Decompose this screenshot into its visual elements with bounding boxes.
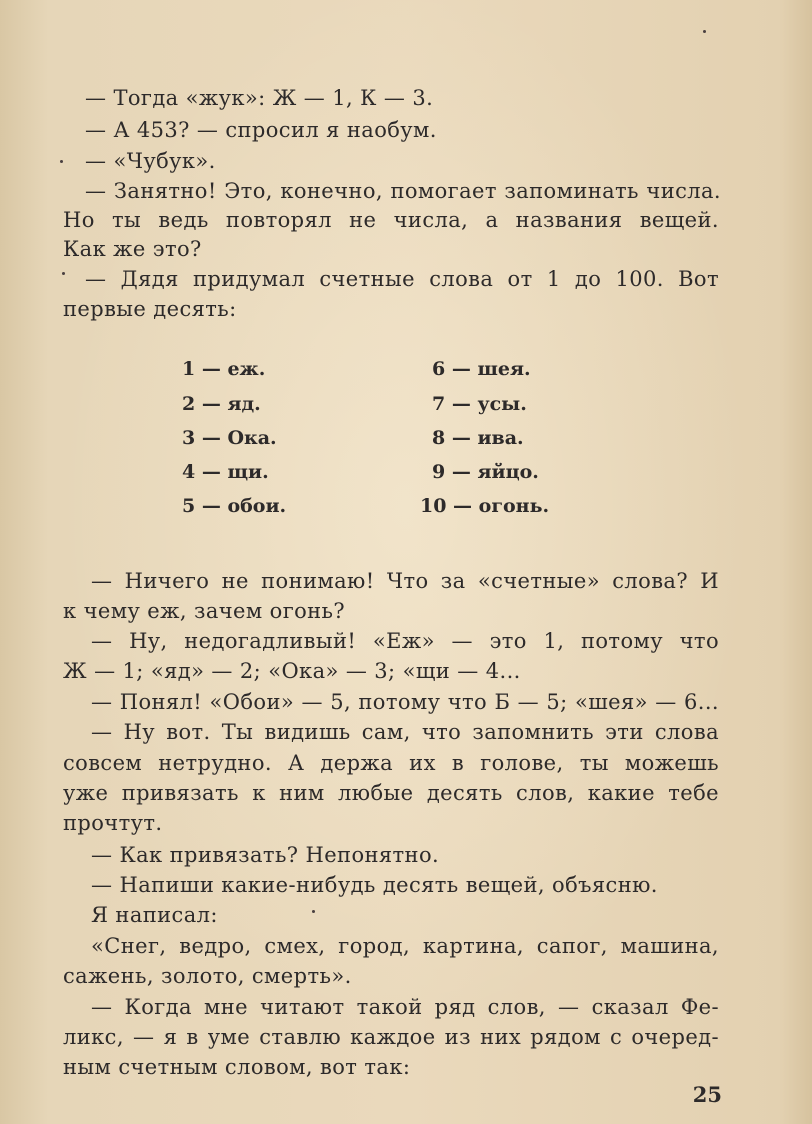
text-line: совсем нетрудно. А держа их в голове, ты можешь	[63, 751, 719, 775]
counting-word-left: 2 — яд.	[182, 393, 261, 415]
text-line: Ж — 1; «яд» — 2; «Ока» — 3; «щи — 4...	[63, 659, 521, 683]
counting-word-left: 3 — Ока.	[182, 427, 277, 449]
counting-word-right: 6 — шея.	[432, 358, 531, 380]
text-line: — Занятно! Это, конечно, помогает запоминать числа.	[85, 179, 721, 203]
counting-word-right: 10 — огонь.	[420, 495, 550, 517]
scan-speck	[62, 272, 65, 275]
text-line: — Напиши какие-нибудь десять вещей, объясню.	[91, 873, 658, 897]
text-line: сажень, золото, смерть».	[63, 964, 352, 988]
counting-word-right: 8 — ива.	[432, 427, 524, 449]
text-line: — Дядя придумал счетные слова от 1 до 100. Вот	[85, 267, 719, 291]
text-line: Я написал:	[91, 903, 218, 927]
text-line: — «Чубук».	[85, 149, 216, 173]
text-line: — Ну, недогадливый! «Еж» — это 1, потому что	[91, 629, 719, 653]
counting-word-right: 7 — усы.	[432, 393, 527, 415]
scan-speck	[60, 160, 63, 163]
text-line: «Снег, ведро, смех, город, картина, сапог, машина,	[91, 934, 719, 958]
counting-word-left: 1 — еж.	[182, 358, 266, 380]
counting-word-left: 5 — обои.	[182, 495, 287, 517]
text-line: к чему еж, зачем огонь?	[63, 599, 346, 623]
counting-word-right: 9 — яйцо.	[432, 461, 539, 483]
text-line: первые десять:	[63, 297, 237, 321]
text-line: Как же это?	[63, 237, 202, 261]
text-line: — Тогда «жук»: Ж — 1, К — 3.	[85, 86, 434, 110]
counting-word-left: 4 — щи.	[182, 461, 269, 483]
text-line: — Как привязать? Непонятно.	[91, 843, 440, 867]
text-line: ным счетным словом, вот так:	[63, 1055, 411, 1079]
text-line: — Когда мне читают такой ряд слов, — сказал Фе-	[91, 995, 719, 1019]
page-number: 25	[692, 1082, 722, 1107]
text-line: — А 453? — спросил я наобум.	[85, 118, 437, 142]
text-line: ликс, — я в уме ставлю каждое из них рядом с очеред-	[63, 1025, 719, 1049]
text-line: прочтут.	[63, 811, 163, 835]
scan-speck	[703, 30, 706, 33]
text-line: Но ты ведь повторял не числа, а названия вещей.	[63, 208, 719, 232]
text-line: — Ну вот. Ты видишь сам, что запомнить эти слова	[91, 720, 719, 744]
scan-speck	[312, 910, 315, 913]
text-line: — Ничего не понимаю! Что за «счетные» слова? И	[91, 569, 719, 593]
text-line: — Понял! «Обои» — 5, потому что Б — 5; «шея» — 6...	[91, 690, 719, 714]
text-line: уже привязать к ним любые десять слов, какие тебе	[63, 781, 719, 805]
